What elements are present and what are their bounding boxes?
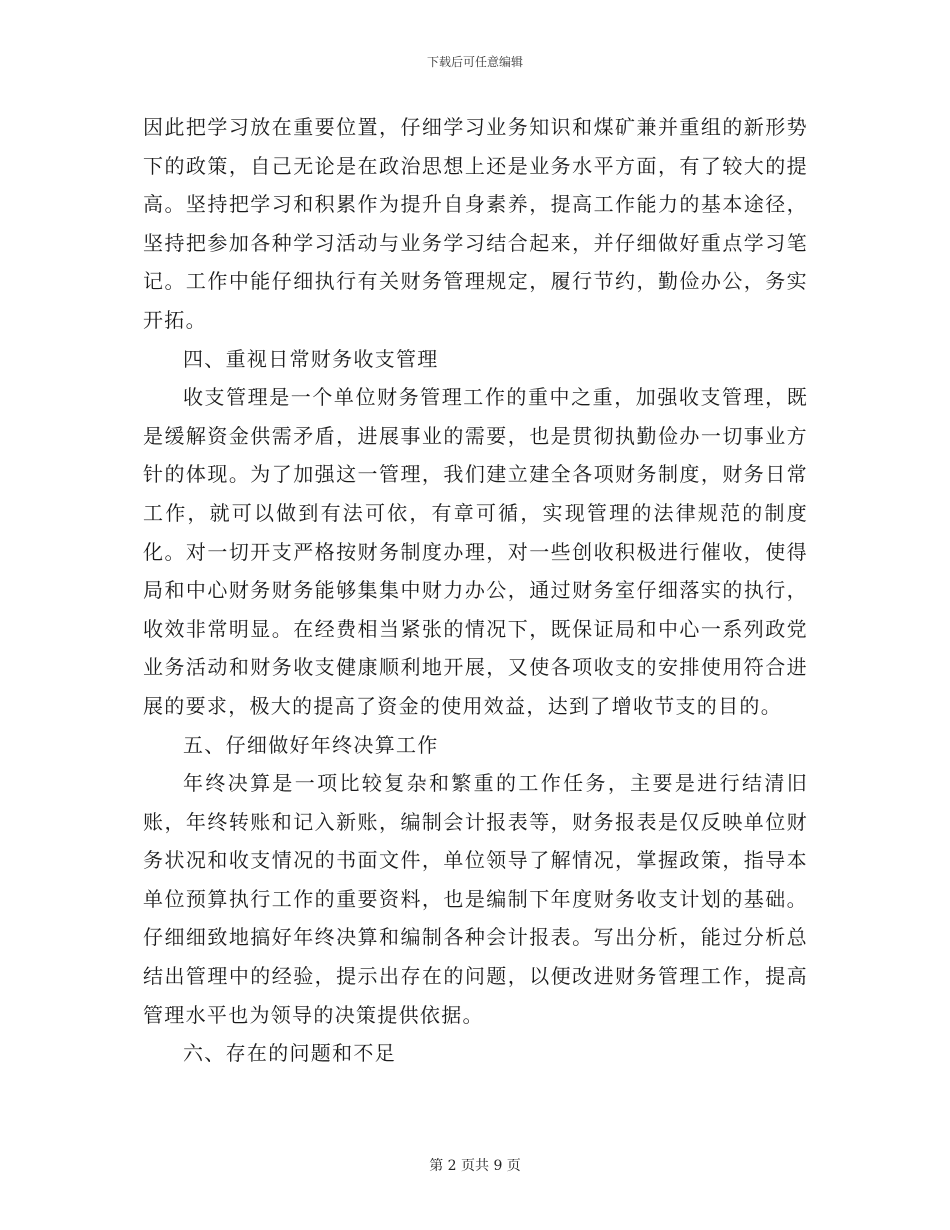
section-heading-5: 五、仔细做好年终决算工作 (183, 732, 439, 757)
section-heading-4: 四、重视日常财务收支管理 (183, 346, 439, 371)
paragraph-income-expense: 收支管理是一个单位财务管理工作的重中之重，加强收支管理，既是缓解资金供需矛盾，进展事业的需要，也是贯彻执勤俭办一切事业方针的体现。为了加强这一管理，我们建立建全各项财务制度，财务日常工作，就可以做到有法可依，有章可循，实现管理的法律规范的制度化。对一切开支严格按财务制度办理，对一些创收积极进行催收，使得局和中心财务财务能够集集中财力办公，通过财务室仔细落实的执行，收效非常明显。在经费相当紧张的情况下，既保证局和中心一系列政党业务活动和财务收支健康顺利地开展，又使各项收支的安排使用符合进展的要求，极大的提高了资金的使用效益，达到了增收节支的目的。 (143, 385, 808, 718)
section-heading-6: 六、存在的问题和不足 (183, 1041, 396, 1066)
header-note: 下载后可任意编辑 (426, 55, 523, 69)
page-number: 第 2 页共 9 页 (429, 1158, 521, 1174)
document-body (143, 108, 808, 1073)
paragraph-year-end: 年终决算是一项比较复杂和繁重的工作任务，主要是进行结清旧账，年终转账和记入新账，编制会计报表等，财务报表是仅反映单位财务状况和收支情况的书面文件，单位领导了解情况，掌握政策，指导本单位预算执行工作的重要资料，也是编制下年度财务收支计划的基础。仔细细致地搞好年终决算和编制各种会计报表。写出分析，能过分析总结出管理中的经验，提示出存在的问题，以便改进财务管理工作，提高管理水平也为领导的决策提供依据。 (143, 771, 808, 1027)
paragraph-intro: 因此把学习放在重要位置，仔细学习业务知识和煤矿兼并重组的新形势下的政策，自己无论是在政治思想上还是业务水平方面，有了较大的提高。坚持把学习和积累作为提升自身素养，提高工作能力的基本途径，坚持把参加各种学习活动与业务学习结合起来，并仔细做好重点学习笔记。工作中能仔细执行有关财务管理规定，履行节约，勤俭办公，务实开拓。 (143, 115, 808, 332)
